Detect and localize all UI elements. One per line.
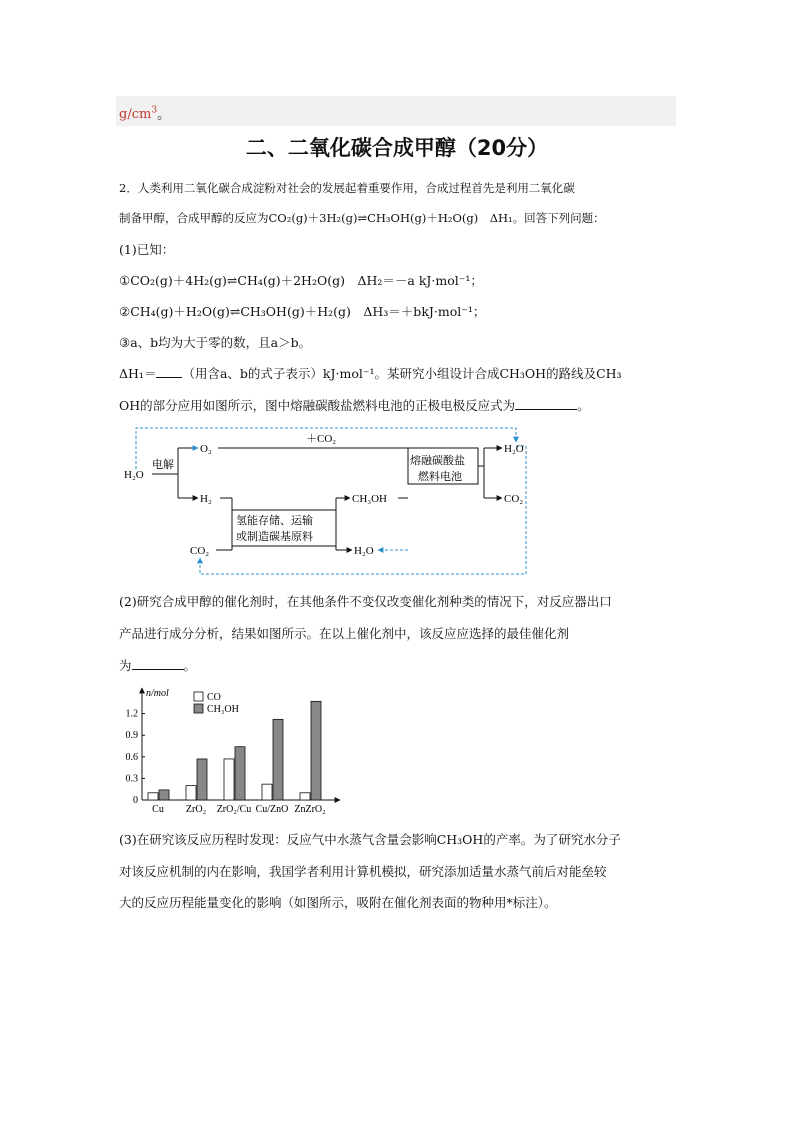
y-tick-label: 0.3 <box>125 773 138 785</box>
bar-co <box>224 759 234 800</box>
diagram-plus-co2: ＋CO₂ <box>306 433 337 445</box>
y-tick-label: 0.9 <box>125 730 138 742</box>
x-tick-label: Cu/ZnO <box>255 804 289 815</box>
legend-swatch <box>194 692 203 701</box>
part3-line1: (3)在研究该反应历程时发现：反应气中水蒸气含量会影响CH₃OH的产率。为了研究水分子 <box>119 832 621 847</box>
x-tick-label: ZnZrO₂ <box>294 804 326 815</box>
equation-3: ③a、b均为大于零的数，且a＞b。 <box>119 335 312 350</box>
legend-label: CH₃OH <box>207 704 239 715</box>
diagram-box-line2: 或制造碳基原料 <box>236 531 313 543</box>
bar-ch3oh <box>235 747 245 800</box>
answer-blank-catalyst[interactable] <box>132 657 184 670</box>
x-tick-label: ZrO₂/Cu <box>216 804 252 815</box>
bar-ch3oh <box>197 759 207 800</box>
part1-question-line2: OH的部分应用如图所示，图中熔融碳酸盐燃料电池的正极电极反应式为 。 <box>119 398 590 413</box>
diagram-electrolysis: 电解 <box>152 459 174 471</box>
bar-co <box>262 784 272 800</box>
bar-co <box>148 793 158 800</box>
y-tick-label: 0.6 <box>125 751 138 763</box>
part3-line3: 大的反应历程能量变化的影响（如图所示，吸附在催化剂表面的物种用*标注）。 <box>119 895 557 910</box>
answer-blank-dh1[interactable] <box>156 365 182 378</box>
equation-1: ①CO₂(g)＋4H₂(g)⇌CH₄(g)＋2H₂O(g) ΔH₂＝－a kJ·mol⁻¹； <box>119 273 483 288</box>
diagram-o2: O₂ <box>200 443 212 455</box>
previous-question-tail: $g/cm^3$。 <box>116 96 676 126</box>
diagram-co2-right: CO₂ <box>504 493 524 505</box>
bar-ch3oh <box>159 790 169 800</box>
bar-ch3oh <box>311 701 321 800</box>
x-tick-label: ZrO₂ <box>185 804 207 815</box>
part2-line3: 为 。 <box>119 658 197 673</box>
diagram-h2: H₂ <box>200 493 212 505</box>
y-axis-label: n/mol <box>146 688 169 699</box>
bar-co <box>186 786 196 800</box>
diagram-fc-line1: 熔融碳酸盐 <box>410 455 465 467</box>
diagram-box-line1: 氢能存储、运输 <box>236 515 313 527</box>
diagram-ch3oh: CH₃OH <box>352 493 388 505</box>
diagram-h2o-right: H₂O <box>504 443 524 455</box>
part3-line2: 对该反应机制的内在影响，我国学者利用计算机模拟，研究添加适量水蒸气前后对能垒较 <box>119 864 607 879</box>
legend-swatch <box>194 704 203 713</box>
diagram-h2o-low: H₂O <box>354 545 374 557</box>
part1-label: (1)已知： <box>119 242 175 257</box>
diagram-fc-line2: 燃料电池 <box>418 471 462 483</box>
answer-blank-electrode[interactable] <box>515 397 577 410</box>
bar-co <box>300 793 310 800</box>
synthesis-route-diagram <box>116 424 536 580</box>
q2-intro-line1: 2．人类利用二氧化碳合成淀粉对社会的发展起着重要作用，合成过程首先是利用二氧化碳 <box>119 181 575 195</box>
diagram-co2-low: CO₂ <box>190 545 210 557</box>
equation-2: ②CH₄(g)＋H₂O(g)⇌CH₃OH(g)＋H₂(g) ΔH₃＝＋bkJ·mol⁻¹； <box>119 304 486 319</box>
part1-question-line1: ΔH₁＝ （用含a、b的式子表示）kJ·mol⁻¹。某研究小组设计合成CH₃OH的路线及CH₃ <box>119 366 622 381</box>
q2-intro-line2: 制备甲醇，合成甲醇的反应为CO₂(g)＋3H₂(g)⇌CH₃OH(g)＋H₂O(g) ΔH₁。回答下列问题： <box>119 211 605 225</box>
diagram-h2o-start: H₂O <box>124 469 144 481</box>
y-tick-label: 1.2 <box>125 708 138 720</box>
legend-label: CO <box>207 692 221 703</box>
y-tick-label: 0 <box>133 795 138 806</box>
section-title: 二、二氧化碳合成甲醇（20分） <box>245 136 549 160</box>
bar-ch3oh <box>273 719 283 800</box>
part2-line1: (2)研究合成甲醇的催化剂时，在其他条件不变仅改变催化剂种类的情况下，对反应器出口 <box>119 594 612 609</box>
part2-line2: 产品进行成分分析，结果如图所示。在以上催化剂中，该反应应选择的最佳催化剂 <box>119 626 570 641</box>
catalyst-bar-chart <box>118 684 348 818</box>
x-tick-label: Cu <box>152 804 164 815</box>
